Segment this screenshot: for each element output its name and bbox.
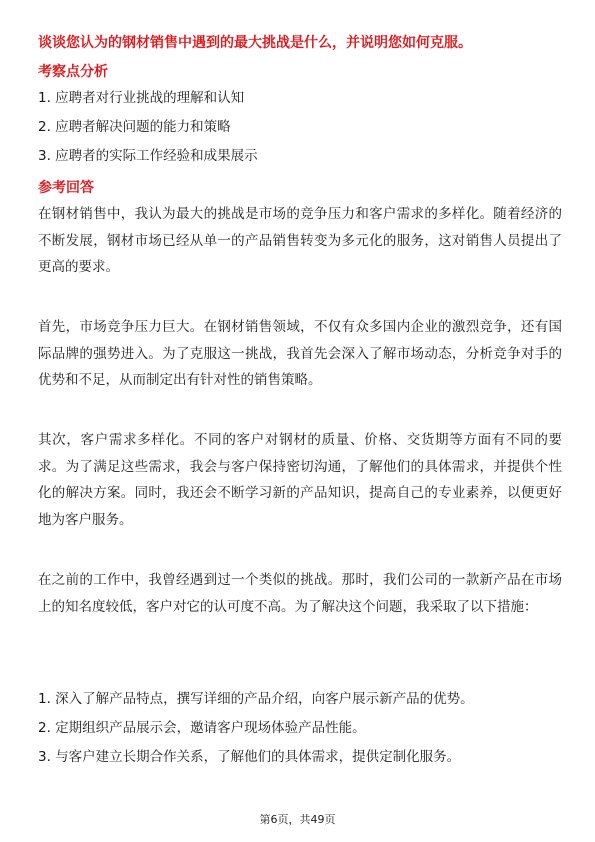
answer-paragraph: 其次，客户需求多样化。不同的客户对钢材的质量、价格、交货期等方面有不同的要求。为了满足这些需求，我会与客户保持密切沟通，了解他们的具体需求，并提供个性化的解决方案。同时，我还会不断学习新的产品知识，提高自己的专业素养，以便更好地为客户服务。 <box>38 432 562 528</box>
measure-item: 2. 定期组织产品展示会，邀请客户现场体验产品性能。 <box>38 720 366 736</box>
analysis-point: 1. 应聘者对行业挑战的理解和认知 <box>38 90 245 106</box>
answer-heading: 参考回答 <box>38 180 94 196</box>
answer-paragraph: 在钢材销售中，我认为最大的挑战是市场的竞争压力和客户需求的多样化。随着经济的不断发展，钢材市场已经从单一的产品销售转变为多元化的服务，这对销售人员提出了更高的要求。 <box>38 206 562 275</box>
analysis-point: 2. 应聘者解决问题的能力和策略 <box>38 119 231 135</box>
page-number: 第6页，共49页 <box>259 813 336 826</box>
measure-item: 1. 深入了解产品特点，撰写详细的产品介绍，向客户展示新产品的优势。 <box>38 691 474 707</box>
question-title: 谈谈您认为的钢材销售中遇到的最大挑战是什么，并说明您如何克服。 <box>38 35 472 51</box>
answer-paragraph: 首先，市场竞争压力巨大。在钢材销售领域，不仅有众多国内企业的激烈竞争，还有国际品牌的强势进入。为了克服这一挑战，我首先会深入了解市场动态，分析竞争对手的优势和不足，从而制定出有针对性的销售策略。 <box>38 319 562 388</box>
answer-paragraph: 在之前的工作中，我曾经遇到过一个类似的挑战。那时，我们公司的一款新产品在市场上的知名度较低，客户对它的认可度不高。为了解决这个问题，我采取了以下措施： <box>38 572 562 615</box>
measure-item: 3. 与客户建立长期合作关系，了解他们的具体需求，提供定制化服务。 <box>38 749 461 765</box>
analysis-heading: 考察点分析 <box>38 64 108 80</box>
analysis-point: 3. 应聘者的实际工作经验和成果展示 <box>38 148 258 164</box>
